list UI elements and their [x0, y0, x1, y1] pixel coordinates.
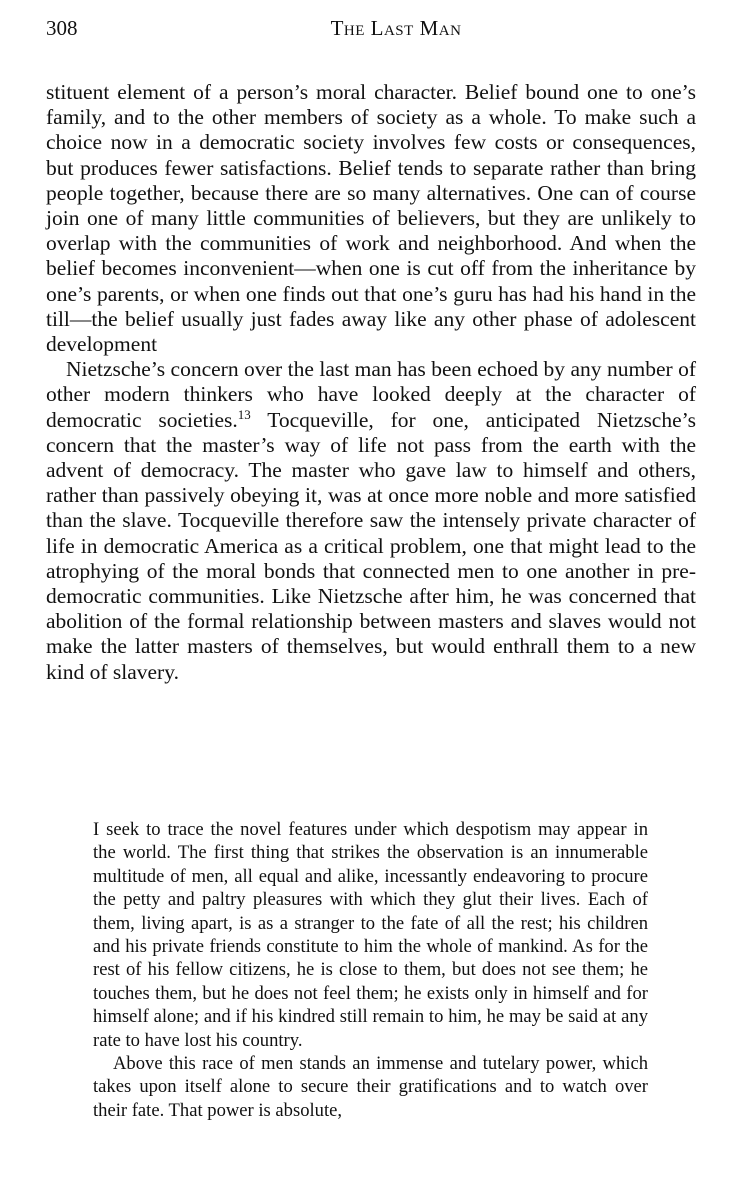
page-number: 308 — [46, 16, 78, 40]
body-paragraph-2-text-b: Tocqueville, for one, anticipated Nietzsche’s concern that the master’s way of life not pass from the earth with the advent of democracy. The master who gave law to himself and others, rather than passively obeying it, was at once more noble and more satisfied than the slave. Tocqueville therefore saw the intensely private character of life in democratic America as a critical problem, one that might lead to the atrophying of the moral bonds that connected men to one another in pre-democratic communities. Like Nietzsche after him, he was concerned that abolition of the formal relationship between masters and slaves would not make the latter masters of themselves, but would enthrall them to a new kind of slavery. — [46, 407, 696, 684]
quote-paragraph-1: I seek to trace the novel features under which despotism may appear in the world. The first thing that strikes the observation is an innumerable multitude of men, all equal and alike, incessantly endeavoring to procure the petty and paltry pleasures with which they glut their lives. Each of them, living apart, is as a stranger to the fate of all the rest; his children and his private friends constitute to him the whole of mankind. As for the rest of his fellow citizens, he is close to them, but does not see them; he touches them, but he does not feel them; he exists only in himself and for himself alone; and if his kindred still remain to him, he may be said at any rate to have lost his country. — [93, 819, 648, 1051]
footnote-reference: 13 — [237, 406, 251, 422]
body-paragraph-1: stituent element of a person’s moral character. Belief bound one to one’s family, and to the other members of society as a whole. To make such a choice now in a democratic society involves few costs or consequences, but produces fewer satisfactions. Belief tends to separate rather than bring people together, because there are so many alternatives. One can of course join one of many little communities of believers, but they are unlikely to overlap with the communities of work and neighborhood. And when the belief becomes inconvenient—when one is cut off from the inheritance by one’s parents, or when one finds out that one’s guru has had his hand in the till—the belief usually just fades away like any other phase of adolescent development — [46, 80, 696, 357]
running-head — [46, 14, 696, 44]
quote-paragraph-2: Above this race of men stands an immense and tutelary power, which takes upon itself alone to secure their gratifications and to watch over their fate. That power is absolute, — [93, 1053, 648, 1121]
block-quote — [93, 818, 648, 1122]
body-paragraph-2-text-a: Nietzsche’s concern over the last man has been echoed by any number of other modern thinkers who have looked deeply at the character of democratic societies. — [46, 357, 696, 432]
body-text — [46, 80, 696, 685]
running-title: The Last Man — [330, 16, 462, 40]
body-paragraph-2 — [46, 357, 696, 685]
